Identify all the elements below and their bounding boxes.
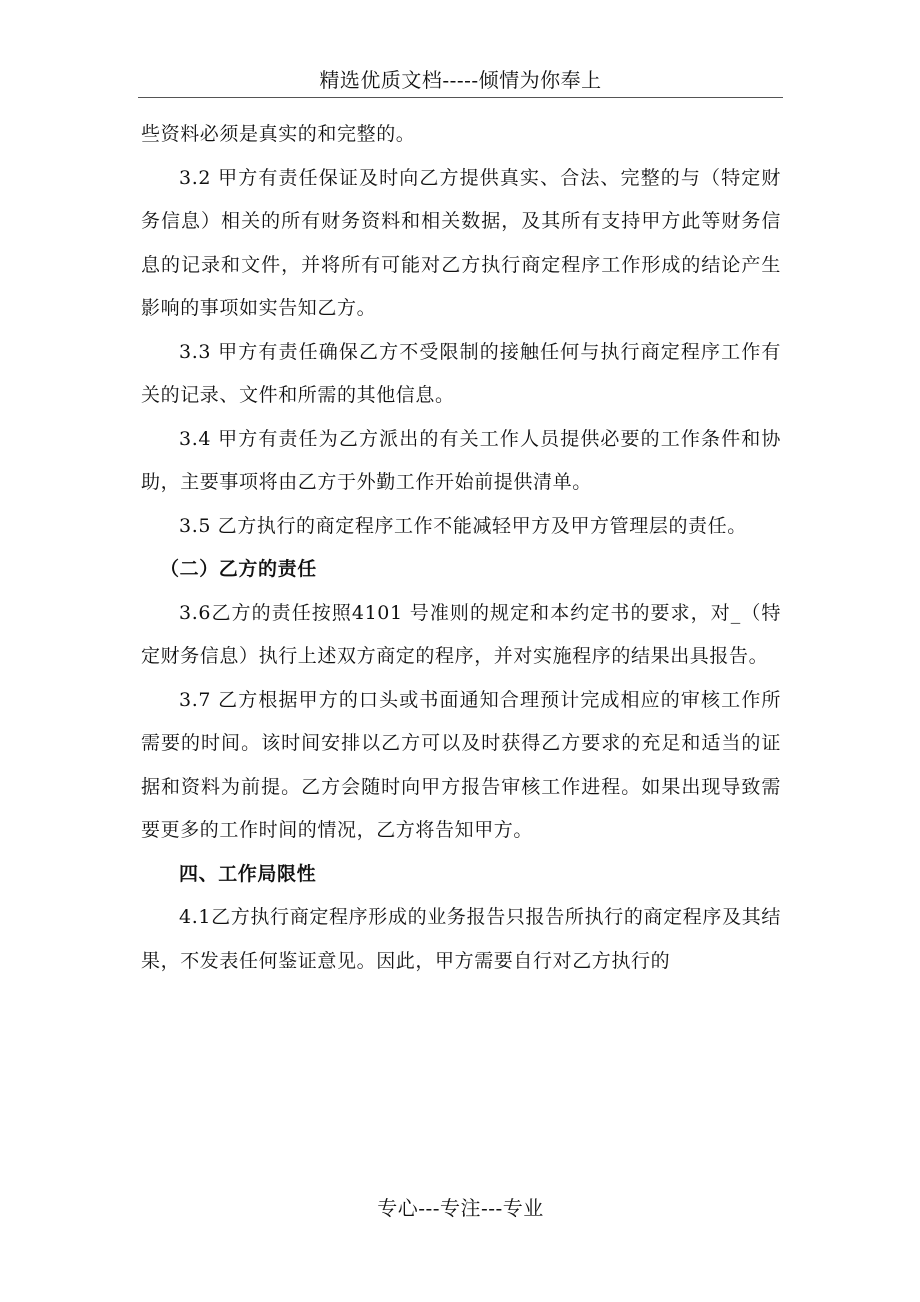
paragraph-4-1: 4.1乙方执行商定程序形成的业务报告只报告所执行的商定程序及其结果，不发表任何鉴证意见。因此，甲方需要自行对乙方执行的 [141, 906, 781, 972]
section-heading-limitations: 四、工作局限性 [179, 862, 317, 885]
page-header: 精选优质文档-----倾情为你奉上 [319, 68, 602, 92]
paragraph-3-3: 3.3 甲方有责任确保乙方不受限制的接触任何与执行商定程序工作有关的记录、文件和所需的其他信息。 [141, 340, 781, 406]
header-divider [138, 97, 783, 98]
page-footer: 专心---专注---专业 [377, 1196, 544, 1220]
document-body [141, 113, 781, 983]
paragraph-3-2: 3.2 甲方有责任保证及时向乙方提供真实、合法、完整的与（特定财务信息）相关的所有财务资料和相关数据，及其所有支持甲方此等财务信息的记录和文件，并将所有可能对乙方执行商定程序工作形成的结论产生影响的事项如实告知乙方。 [141, 166, 781, 319]
paragraph-3-7: 3.7 乙方根据甲方的口头或书面通知合理预计完成相应的审核工作所需要的时间。该时间安排以乙方可以及时获得乙方要求的充足和适当的证据和资料为前提。乙方会随时向甲方报告审核工作进程。如果出现导致需要更多的工作时间的情况，乙方将告知甲方。 [141, 688, 781, 841]
section-heading-party-b: （二）乙方的责任 [160, 558, 317, 580]
paragraph-3-5: 3.5 乙方执行的商定程序工作不能减轻甲方及甲方管理层的责任。 [179, 514, 747, 537]
paragraph-3-6: 3.6乙方的责任按照4101 号准则的规定和本约定书的要求，对_（特定财务信息）执行上述双方商定的程序，并对实施程序的结果出具报告。 [141, 601, 781, 667]
paragraph-3-4: 3.4 甲方有责任为乙方派出的有关工作人员提供必要的工作条件和协助，主要事项将由乙方于外勤工作开始前提供清单。 [141, 427, 781, 493]
paragraph-continuation: 些资料必须是真实的和完整的。 [141, 123, 416, 145]
